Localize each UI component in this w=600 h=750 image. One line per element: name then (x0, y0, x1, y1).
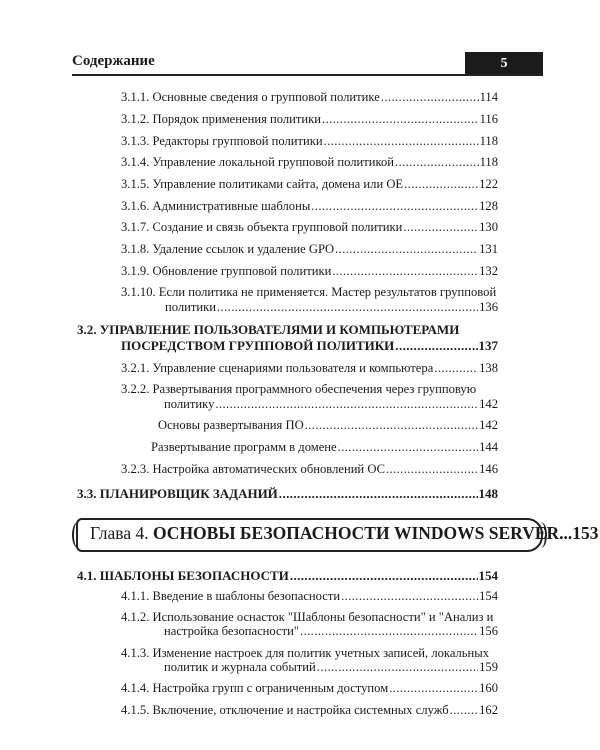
toc-entry-4-1-3[interactable]: политик и журнала событий ..... 159 (164, 660, 498, 675)
toc-entry-3-1-6[interactable]: 3.1.6. Административные шаблоны ..... 128 (121, 199, 498, 214)
header-title: Содержание (72, 53, 155, 69)
toc-entry-3-1-10-first-line[interactable]: 3.1.10. Если политика не применяется. Мастер результатов групповой (121, 285, 497, 299)
toc-entry-3-2-3[interactable]: 3.2.3. Настройка автоматических обновлений ОС ..... 146 (121, 462, 498, 477)
toc-section-3-3[interactable]: 3.3. ПЛАНИРОВЩИК ЗАДАНИЙ ..... 148 (77, 486, 498, 502)
chapter-prefix: Глава 4. (90, 523, 149, 543)
toc-entry-3-2-1[interactable]: 3.2.1. Управление сценариями пользователя и компьютера ..... 138 (121, 361, 498, 376)
toc-entry-3-1-7[interactable]: 3.1.7. Создание и связь объекта групповой политики ..... 130 (121, 220, 498, 235)
toc-entry-3-1-9[interactable]: 3.1.9. Обновление групповой политики ..... 132 (121, 264, 498, 279)
toc-entry-3-1-4[interactable]: 3.1.4. Управление локальной групповой политикой ..... 118 (121, 155, 498, 170)
toc-entry-software-deployment-basics[interactable]: Основы развертывания ПО ..... 142 (158, 418, 498, 433)
toc-entry-3-1-2[interactable]: 3.1.2. Порядок применения политики ..... 116 (121, 112, 498, 127)
toc-entry-4-1-3-first-line[interactable]: 4.1.3. Изменение настроек для политик учетных записей, локальных (121, 646, 490, 660)
toc-entry-4-1-1[interactable]: 4.1.1. Введение в шаблоны безопасности ..... 154 (121, 589, 498, 604)
chapter-4-banner[interactable] (72, 518, 599, 552)
toc-section-4-1[interactable]: 4.1. ШАБЛОНЫ БЕЗОПАСНОСТИ ..... 154 (77, 568, 498, 584)
toc-entry-4-1-2[interactable]: настройка безопасности" ..... 156 (164, 624, 498, 639)
toc-entry-3-2-2[interactable]: политику ..... 142 (164, 397, 498, 412)
toc-entry-domain-deployment[interactable]: Развертывание программ в домене ..... 144 (151, 440, 498, 455)
toc-entry-3-1-8[interactable]: 3.1.8. Удаление ссылок и удаление GPO ..... 131 (121, 242, 498, 257)
header-page-number: 5 (465, 52, 543, 76)
toc-section-3-2[interactable]: ПОСРЕДСТВОМ ГРУППОВОЙ ПОЛИТИКИ ..... 137 (121, 338, 498, 354)
toc-entry-3-1-3[interactable]: 3.1.3. Редакторы групповой политики ..... 118 (121, 134, 498, 149)
chapter-name: ОСНОВЫ БЕЗОПАСНОСТИ WINDOWS SERVER...153 (152, 523, 599, 543)
toc-section-3-2-first-line[interactable]: 3.2. УПРАВЛЕНИЕ ПОЛЬЗОВАТЕЛЯМИ И КОМПЬЮТЕРАМИ (77, 322, 460, 337)
toc-entry-3-1-10[interactable]: политики ..... 136 (165, 300, 498, 315)
chapter-title (90, 523, 599, 544)
toc-entry-4-1-5[interactable]: 4.1.5. Включение, отключение и настройка системных служб ..... 162 (121, 703, 498, 718)
toc-entry-4-1-4[interactable]: 4.1.4. Настройка групп с ограниченным доступом ..... 160 (121, 681, 498, 696)
running-header (72, 52, 543, 76)
header-rule (72, 74, 543, 76)
chapter-frame-curl-left (72, 522, 84, 548)
toc-entry-3-1-1[interactable]: 3.1.1. Основные сведения о групповой политике ..... 114 (121, 90, 498, 105)
toc-entry-3-2-2-first-line[interactable]: 3.2.2. Развертывания программного обеспечения через групповую (121, 382, 477, 396)
toc-entry-4-1-2-first-line[interactable]: 4.1.2. Использование оснасток "Шаблоны безопасности" и "Анализ и (121, 610, 494, 624)
toc-entry-3-1-5[interactable]: 3.1.5. Управление политиками сайта, домена или ОЕ ..... 122 (121, 177, 498, 192)
